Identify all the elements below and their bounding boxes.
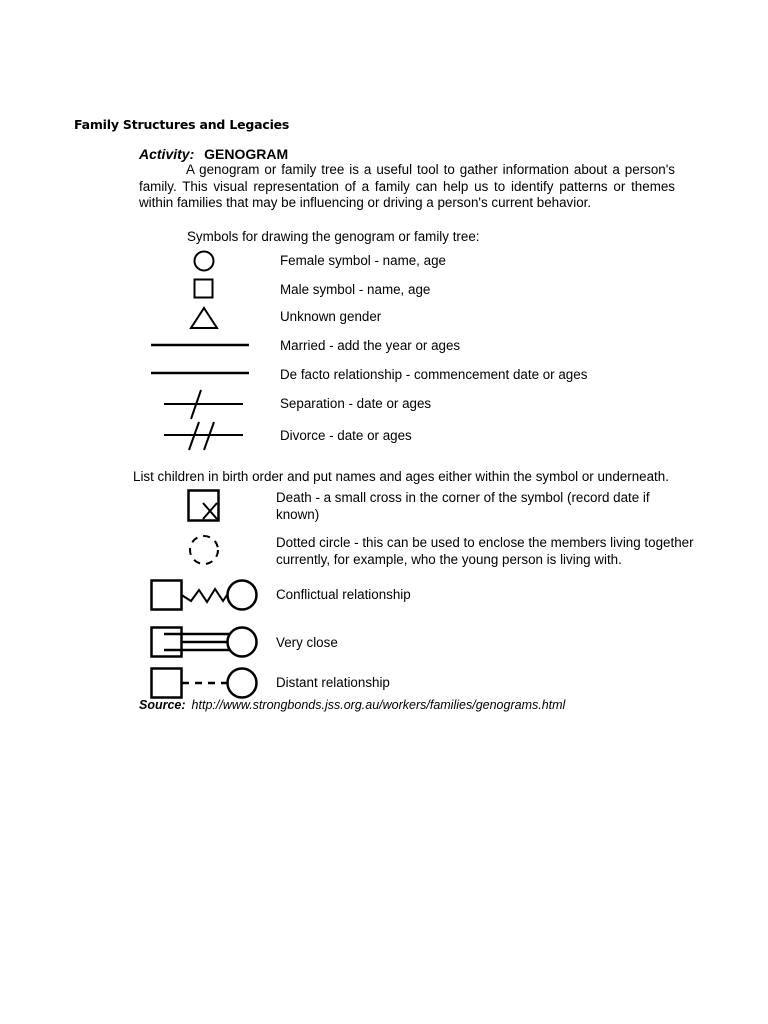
activity-title: GENOGRAM	[204, 146, 289, 162]
symbol-label-dotted-circle: Dotted circle - this can be used to enclose the members living together currently, for example, who the young person is living with.	[276, 535, 694, 567]
symbol-label-de-facto: De facto relationship - commencement date or ages	[280, 367, 588, 382]
source-line	[139, 698, 565, 712]
de-facto-line-icon	[151, 368, 251, 378]
female-circle-icon	[193, 250, 215, 272]
divorce-line-icon	[163, 420, 245, 452]
intro-paragraph: A genogram or family tree is a useful tool to gather information about a person's family. This visual representation of a family can help us to identify patterns or themes within families that may be influencing or driving a person's current behavior.	[139, 162, 675, 211]
source-label: Source:	[139, 698, 186, 712]
activity-title-line	[139, 146, 288, 162]
male-square-icon	[193, 278, 215, 300]
conflictual-relationship-icon	[150, 578, 260, 612]
symbol-label-male: Male symbol - name, age	[280, 282, 431, 297]
symbol-label-female: Female symbol - name, age	[280, 253, 446, 268]
symbol-label-conflictual: Conflictual relationship	[276, 587, 411, 602]
symbol-label-married: Married - add the year or ages	[280, 338, 461, 353]
page-heading: Family Structures and Legacies	[74, 117, 290, 132]
activity-label: Activity:	[139, 146, 195, 162]
symbol-label-distant: Distant relationship	[276, 675, 390, 690]
symbol-label-death: Death - a small cross in the corner of the symbol (record date if known)	[276, 490, 650, 522]
unknown-triangle-icon	[188, 306, 220, 330]
dotted-circle-icon	[188, 534, 220, 566]
symbol-label-divorce: Divorce - date or ages	[280, 428, 412, 443]
very-close-relationship-icon	[150, 625, 260, 659]
distant-relationship-icon	[150, 666, 260, 700]
symbol-label-unknown: Unknown gender	[280, 309, 382, 324]
children-note: List children in birth order and put names and ages either within the symbol or underneath.	[133, 469, 669, 484]
symbol-label-separation: Separation - date or ages	[280, 396, 432, 411]
separation-line-icon	[163, 389, 245, 421]
symbols-intro: Symbols for drawing the genogram or family tree:	[187, 229, 480, 244]
married-line-icon	[151, 340, 251, 350]
symbol-label-very-close: Very close	[276, 635, 338, 650]
source-url: http://www.strongbonds.jss.org.au/workers/families/genograms.html	[191, 698, 566, 712]
death-square-cross-icon	[187, 489, 221, 523]
